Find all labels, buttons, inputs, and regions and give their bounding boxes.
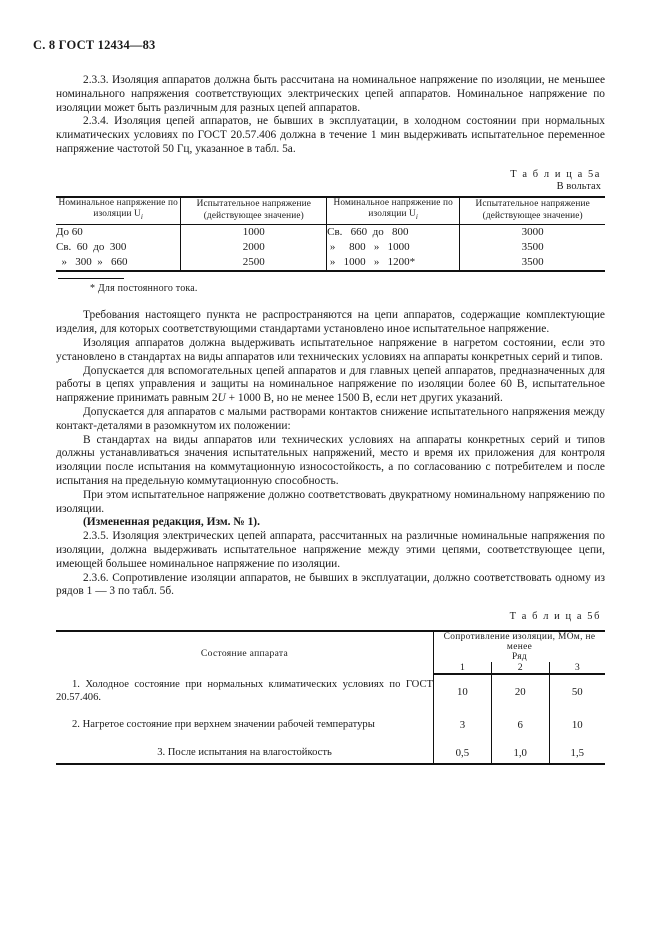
formula-variable-u: U: [217, 392, 226, 405]
table-row: [56, 674, 605, 708]
table-5a-ranges-right: [327, 224, 460, 271]
table-5a-value-right-2: 3500: [521, 256, 544, 269]
table-5b-row-1-v1: 3: [434, 708, 492, 742]
table-5a-caption: Т а б л и ц а 5а: [510, 168, 601, 180]
table-5a: [56, 196, 605, 273]
paragraph-aux-prefix: Допускается для вспомогательных цепей аппаратов и для главных цепей аппаратов, предназначенных для работы в цепях управления и защиты на номинальное напряжение по изоляции более 60 В, испытательное напряжение принимать равным 2: [56, 364, 605, 405]
subscript-i-2: i: [415, 213, 419, 222]
table-5b-row-0-v3: 50: [549, 674, 605, 708]
table-5a-value-left-0: 1000: [242, 225, 265, 238]
spacer-after-footnote: [56, 300, 605, 309]
table-5a-value-left-1: 2000: [242, 241, 265, 254]
table-5a-value-right-1: 3500: [521, 241, 544, 254]
subscript-i-1: i: [140, 213, 144, 222]
table-5b-row-1-label: 2. Нагретое состояние при верхнем значении рабочей температуры: [56, 708, 434, 742]
table-5b-row-2-v2: 1,0: [491, 742, 549, 764]
paragraph-2-3-6: 2.3.6. Сопротивление изоляции аппаратов, не бывших в эксплуатации, должно соответствовать одному из рядов 1 — 3 по табл. 5б.: [56, 571, 605, 598]
table-5b-row-2-label: 3. После испытания на влагостойкость: [56, 742, 434, 764]
paragraph-double-voltage: При этом испытательное напряжение должно соответствовать двукратному номинальному напряжению по изоляции.: [56, 488, 605, 515]
paragraph-small-contact-gaps: Допускается для аппаратов с малыми растворами контактов снижение испытательного напряжения между контакт-деталями в разомкнутом их положении:: [56, 406, 605, 432]
paragraph-2-3-5: 2.3.5. Изоляция электрических цепей аппарата, рассчитанных на различные номинальные напряжения по изоляции, должна выдерживать испытательное напряжение между этими цепями, соответствующее цепи, имеющей большее номинальное напряжение по изоляции.: [56, 530, 605, 570]
table-5a-range-right-1: » 800 » 1000: [327, 241, 410, 254]
table-5b-row-2-v1: 0,5: [434, 742, 492, 764]
table-5a-footnote-block: [56, 278, 605, 300]
paragraph-2-3-4: 2.3.4. Изоляция цепей аппаратов, не бывших в эксплуатации, в холодном состоянии при нормальных климатических условиях по ГОСТ 20.57.406 должна в течение 1 мин выдерживать испытательное переменное напряжение частотой 50 Гц, указанное в табл. 5а.: [56, 115, 605, 155]
table-5b-caption: Т а б л и ц а 5б: [509, 611, 601, 623]
table-5a-body-row: [56, 224, 605, 271]
table-5a-value-left-2: 2500: [242, 256, 265, 269]
footnote-divider: [58, 278, 124, 279]
table-5b: [56, 630, 605, 765]
table-5b-header-row-1: [56, 631, 605, 652]
table-5b-row-0-v1: 10: [434, 674, 492, 708]
table-5a-values-right: [460, 224, 605, 271]
table-row: [56, 742, 605, 764]
table-5b-header-col-2: 2: [491, 662, 549, 674]
paragraph-requirements: Требования настоящего пункта не распространяются на цепи аппаратов, содержащие комплектующие изделия, для которых соответствующими стандартами установлено иное испытательное напряжение.: [56, 309, 605, 336]
table-5a-ranges-left: [56, 224, 181, 271]
table-5b-row-1-v2: 6: [491, 708, 549, 742]
table-5a-range-left-1: Св. 60 до 300: [56, 241, 127, 254]
paragraph-standards: В стандартах на виды аппаратов или технических условиях на аппараты конкретных серий и типов должны устанавливаться значения испытательных напряжений, место и время их приложения для контроля изоляции после испытания на коммутационную износостойкость, а по согласованию с потребителем и после испытания на предельную коммутационную способность.: [56, 433, 605, 487]
page-content: [56, 74, 605, 765]
table-5b-row-0-label: 1. Холодное состояние при нормальных климатических условиях по ГОСТ 20.57.406.: [56, 674, 434, 708]
page-header: С. 8 ГОСТ 12434—83: [33, 38, 156, 52]
table-5b-row-2-v3: 1,5: [549, 742, 605, 764]
table-5a-values-left: [181, 224, 327, 271]
table-5b-row-0-v2: 20: [491, 674, 549, 708]
paragraph-revision-note: (Измененная редакция, Изм. № 1).: [83, 516, 260, 529]
table-5b-header-series: Ряд: [434, 652, 605, 662]
paragraph-auxiliary-circuits: [56, 365, 605, 406]
table-5a-header-row: [56, 197, 605, 225]
table-5a-header-test-1: Испытательное напряжение (действующее значение): [181, 197, 327, 225]
table-5b-row-1-v3: 10: [549, 708, 605, 742]
table-5b-header-col-1: 1: [434, 662, 492, 674]
table-5a-range-right-2: » 1000 » 1200*: [327, 256, 416, 269]
table-5a-range-left-0: До 60: [56, 225, 83, 238]
table-5b-header-col-3: 3: [549, 662, 605, 674]
table-5a-header-nominal-1: Номинальное напряжение по изоляции $U_i$: [56, 197, 181, 225]
table-5a-header-nominal-2: Номинальное напряжение по изоляции $U_i$: [327, 197, 460, 225]
table-5a-header-test-2: Испытательное напряжение (действующее значение): [460, 197, 605, 225]
table-5a-units: В вольтах: [556, 180, 601, 192]
table-5a-range-left-2: » 300 » 660: [56, 256, 128, 269]
paragraph-aux-suffix: + 1000 В, но не менее 1500 В, если нет других указаний.: [225, 392, 503, 405]
table-5b-header-state: Состояние аппарата: [56, 631, 434, 674]
paragraph-hot-state: Изоляция аппаратов должна выдерживать испытательное напряжение в нагретом состоянии, если это установлено в стандартах на виды аппаратов или технических условиях на аппараты конкретных серий и типов.: [56, 337, 605, 363]
paragraph-2-3-3: 2.3.3. Изоляция аппаратов должна быть рассчитана на номинальное напряжение по изоляции, не меньшее номинального напряжения соответствующих электрических цепей аппаратов. Номинальное напряжение по изоляции может быть различным для разных цепей аппаратов.: [56, 74, 605, 114]
table-5a-value-right-0: 3000: [521, 225, 544, 238]
table-5a-footnote: * Для постоянного тока.: [90, 283, 198, 295]
table-5a-range-right-0: Св. 660 до 800: [327, 225, 409, 238]
table-5b-header-resistance: Сопротивление изоляции, МОм, не менее: [434, 631, 605, 652]
table-row: [56, 708, 605, 742]
